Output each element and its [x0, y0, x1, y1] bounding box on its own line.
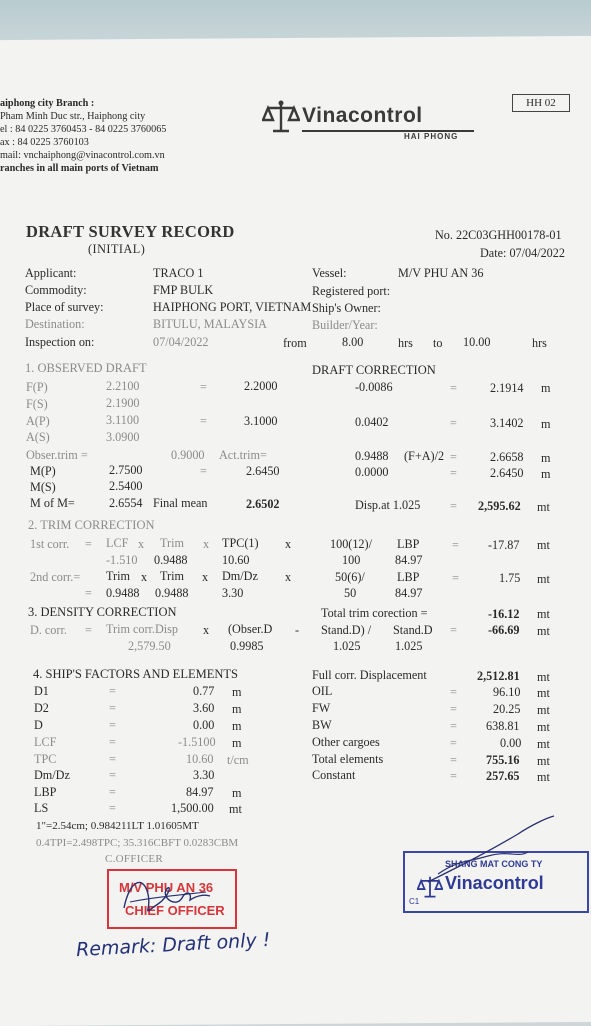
density-h2: (Obser.D [228, 622, 273, 636]
stamp-code: C1 [409, 897, 420, 906]
factor-label: D [34, 718, 43, 732]
branch-line: ax : 84 0225 3760103 [0, 137, 89, 148]
record-date: Date: 07/04/2022 [480, 246, 565, 260]
factor-value: 0.77 [193, 684, 215, 698]
fa2-unit: m [541, 451, 551, 465]
std-result: -66.69 [488, 623, 520, 637]
first-result: -17.87 [488, 538, 520, 552]
factor-label: LBP [34, 785, 57, 799]
first-h2: Trim [160, 536, 184, 550]
officer-signature [110, 868, 220, 928]
branch-line: el : 84 0225 3760453 - 84 0225 3760065 [0, 124, 167, 135]
factor-value: -1.5100 [178, 735, 216, 749]
inspection-label: Inspection on: [25, 335, 95, 349]
factor-eq: = [109, 801, 116, 815]
hrs-label: hrs [532, 336, 547, 350]
mp-eq: = [450, 466, 457, 480]
factor-value: 1,500.00 [171, 801, 214, 815]
branch-line: ranches in all main ports of Vietnam [0, 163, 159, 174]
surveyor-signature [418, 812, 568, 892]
registered-port-label: Registered port: [312, 284, 391, 298]
second-x: x [285, 570, 292, 584]
builder-label: Builder/Year: [312, 318, 378, 332]
conversion-line: 0.4TPI=2.498TPC; 35.316CBFT 0.0283CBM [36, 837, 239, 849]
std-h1: Stand.D) / [321, 623, 372, 637]
factor-eq: = [109, 735, 116, 749]
branch-line: Pham Minh Duc str., Haiphong city [0, 111, 146, 122]
factor-unit: t/cm [227, 753, 249, 767]
element-label: Constant [312, 768, 356, 782]
total-trim-unit: mt [537, 607, 550, 621]
place-value: HAIPHONG PORT, VIETNAM [153, 300, 312, 314]
factor-label: D2 [34, 701, 49, 715]
density-h1: Trim corr.Disp [106, 622, 179, 636]
fa2-value: 2.6658 [490, 450, 524, 464]
factor-eq: = [109, 718, 116, 732]
record-title: DRAFT SURVEY RECORD [26, 222, 235, 241]
factor-unit: mt [229, 802, 242, 816]
density-eq: = [85, 623, 92, 637]
mp-value: 2.7500 [109, 463, 143, 477]
element-label: BW [312, 718, 332, 732]
handwritten-remark: Remark: Draft only ! [75, 928, 271, 962]
commodity-value: FMP BULK [153, 283, 214, 297]
vessel-value: M/V PHU AN 36 [398, 266, 484, 280]
applicant-label: Applicant: [25, 266, 77, 280]
record-number: No. 22C03GHH00178-01 [435, 228, 562, 242]
second-h2: Trim [160, 569, 184, 583]
to-label: to [433, 336, 443, 350]
element-label: Other cargoes [312, 735, 380, 749]
first-h5: LBP [397, 537, 420, 551]
element-eq: = [450, 719, 457, 733]
second-result: 1.75 [499, 571, 521, 585]
factor-value: 84.97 [186, 785, 214, 799]
std-v2: 1.025 [395, 639, 423, 653]
element-eq: = [450, 702, 457, 716]
draft-unit: m [541, 381, 551, 395]
factor-eq: = [109, 752, 116, 766]
second-v5: 84.97 [395, 586, 423, 600]
mofm-value: 2.6554 [109, 496, 143, 510]
mp-label: M(P) [30, 464, 56, 478]
factor-value: 3.30 [193, 768, 215, 782]
element-unit: mt [537, 703, 550, 717]
second-corr-label: 2nd corr.= [30, 570, 81, 584]
std-v1: 1.025 [333, 639, 361, 653]
first-h3: TPC(1) [222, 536, 259, 550]
applicant-value: TRACO 1 [153, 266, 204, 280]
second-v4: 50 [344, 586, 357, 600]
first-eq: = [85, 537, 92, 551]
ms-label: M(S) [30, 480, 56, 494]
element-value: 96.10 [493, 685, 521, 699]
fa2-label: (F+A)/2 [404, 449, 445, 463]
mp-result: 2.6450 [490, 466, 524, 480]
branch-info [0, 97, 166, 175]
first-v3: 10.60 [222, 553, 250, 567]
second-h4: 50(6)/ [335, 570, 365, 584]
element-eq: = [450, 736, 457, 750]
element-eq: = [450, 769, 457, 783]
first-v1: -1.510 [106, 553, 138, 567]
draft-corr: -0.0086 [355, 380, 393, 394]
owner-label: Ship's Owner: [312, 301, 381, 315]
element-unit: mt [537, 720, 550, 734]
second-eq2: = [452, 571, 459, 585]
element-label: OIL [312, 684, 333, 698]
stamp-company: SHANG MAT CONG TY [445, 859, 543, 869]
draft-eq: = [450, 381, 457, 395]
logo-sub: HAI PHONG [404, 132, 459, 141]
draft-eq: = [200, 380, 207, 394]
second-v3: 3.30 [222, 586, 244, 600]
factor-unit: m [232, 736, 242, 750]
first-eq2: = [452, 538, 459, 552]
draft-label: F(S) [26, 397, 48, 411]
draft-obs: 3.1100 [106, 413, 140, 427]
ms-value: 2.5400 [109, 479, 143, 493]
element-unit: mt [537, 754, 550, 768]
draft-corr: 0.0402 [355, 415, 389, 429]
first-v2: 0.9488 [154, 553, 188, 567]
factor-eq: = [109, 785, 116, 799]
factor-label: D1 [34, 684, 49, 698]
factors-heading: 4. SHIP'S FACTORS AND ELEMENTS [33, 667, 238, 681]
fa2-eq: = [450, 450, 457, 464]
density-dash: - [295, 623, 300, 637]
second-eq: = [85, 586, 92, 600]
factor-value: 0.00 [193, 718, 215, 732]
density-heading: 3. DENSITY CORRECTION [28, 605, 177, 619]
draft-obs: 2.1900 [106, 396, 140, 410]
factor-unit: m [232, 719, 242, 733]
disp-eq: = [450, 499, 457, 513]
first-v4: 100 [342, 553, 361, 567]
first-x: x [138, 537, 145, 551]
first-h1: LCF [106, 536, 129, 550]
factor-eq: = [109, 684, 116, 698]
stamp-logo: Vinacontrol [445, 873, 544, 893]
element-label: Total elements [312, 752, 384, 766]
mofm-label: M of M= [30, 496, 75, 510]
factor-unit: m [232, 786, 242, 800]
density-v2: 0.9985 [230, 639, 264, 653]
first-h4: 100(12)/ [330, 537, 372, 551]
factor-label: TPC [34, 752, 57, 766]
to-time: 10.00 [463, 335, 491, 349]
second-v1: 0.9488 [106, 586, 140, 600]
factor-label: LS [34, 801, 49, 815]
second-h3: Dm/Dz [222, 569, 258, 583]
element-eq: = [450, 753, 457, 767]
branch-line: aiphong city Branch : [0, 98, 95, 109]
element-unit: mt [537, 686, 550, 700]
first-x: x [285, 537, 292, 551]
mp-corr: 0.0000 [355, 465, 389, 479]
draft-correction-heading: DRAFT CORRECTION [312, 363, 436, 377]
disp-value: 2,595.62 [478, 499, 521, 513]
obser-trim: 0.9000 [171, 448, 205, 462]
stamp-title: CHIEF OFFICER [125, 903, 225, 918]
place-label: Place of survey: [25, 300, 104, 314]
draft-mean: 3.1000 [244, 414, 278, 428]
second-v2: 0.9488 [155, 586, 189, 600]
hrs-label: hrs [398, 336, 413, 350]
trim-heading: 2. TRIM CORRECTION [28, 518, 155, 532]
total-trim-value: -16.12 [488, 607, 520, 621]
first-x: x [203, 537, 210, 551]
factor-label: LCF [34, 735, 57, 749]
record-subtitle: (INITIAL) [88, 242, 146, 256]
mp-mean: 2.6450 [246, 464, 280, 478]
element-value: 0.00 [500, 736, 522, 750]
disp-label: Disp.at 1.025 [355, 498, 421, 512]
first-v5: 84.97 [395, 553, 423, 567]
branch-line: mail: vnchaiphong@vinacontrol.com.vn [0, 150, 165, 161]
std-h2: Stand.D [393, 623, 433, 637]
element-unit: mt [537, 770, 550, 784]
officer-label: C.OFFICER [105, 853, 164, 865]
draft-mean: 2.2000 [244, 379, 278, 393]
act-trim: 0.9488 [355, 449, 389, 463]
from-time: 8.00 [342, 335, 364, 349]
draft-label: A(P) [26, 414, 50, 428]
disp-unit: mt [537, 500, 550, 514]
draft-eq: = [200, 414, 207, 428]
density-v1: 2,579.50 [128, 639, 171, 653]
element-value: 638.81 [486, 719, 520, 733]
draft-result: 2.1914 [490, 381, 524, 395]
std-unit: mt [537, 624, 550, 638]
element-value: 20.25 [493, 702, 521, 716]
element-value: 257.65 [486, 769, 520, 783]
mp-unit: m [541, 467, 551, 481]
draft-label: F(P) [26, 380, 48, 394]
inspection-date: 07/04/2022 [153, 335, 209, 349]
destination-label: Destination: [25, 317, 85, 331]
second-h1: Trim [106, 569, 130, 583]
factor-eq: = [109, 701, 116, 715]
scales-icon [262, 100, 300, 134]
draft-eq: = [450, 416, 457, 430]
destination-value: BITULU, MALAYSIA [153, 317, 267, 331]
factor-unit: m [232, 685, 242, 699]
element-label: Full corr. Displacement [312, 668, 427, 682]
factor-eq: = [109, 768, 116, 782]
from-label: from [283, 336, 307, 350]
final-mean-label: Final mean [153, 496, 208, 510]
act-trim-label: Act.trim= [219, 448, 267, 462]
obser-trim-label: Obser.trim = [26, 448, 88, 462]
second-h5: LBP [397, 570, 420, 584]
conversion-line: 1"=2.54cm; 0.984211LT 1.01605MT [36, 820, 199, 832]
element-value: 755.16 [486, 753, 520, 767]
draft-label: A(S) [26, 430, 50, 444]
draft-result: 3.1402 [490, 416, 524, 430]
element-unit: mt [537, 737, 550, 751]
density-x: x [203, 623, 210, 637]
draft-obs: 3.0900 [106, 430, 140, 444]
commodity-label: Commodity: [25, 283, 87, 297]
density-label: D. corr. [30, 623, 67, 637]
element-unit: mt [537, 670, 550, 684]
vinacontrol-logo [262, 100, 300, 139]
element-label: FW [312, 701, 331, 715]
element-value: 2,512.81 [477, 669, 520, 683]
draft-obs: 2.2100 [106, 379, 140, 393]
std-eq: = [450, 623, 457, 637]
first-corr-label: 1st corr. [30, 537, 70, 551]
factor-unit: m [232, 702, 242, 716]
second-x: x [202, 570, 209, 584]
observed-heading: 1. OBSERVED DRAFT [25, 361, 147, 375]
draft-unit: m [541, 417, 551, 431]
total-trim-label: Total trim corection = [321, 606, 428, 620]
stamp-vessel: M/V PHU AN 36 [119, 880, 214, 895]
first-unit: mt [537, 538, 550, 552]
factor-value: 10.60 [186, 752, 214, 766]
second-unit: mt [537, 572, 550, 586]
vessel-label: Vessel: [312, 266, 347, 280]
mp-eq: = [200, 464, 207, 478]
form-code: HH 02 [512, 94, 570, 112]
final-mean-value: 2.6502 [246, 497, 280, 511]
logo-name: Vinacontrol [302, 104, 423, 127]
second-x: x [141, 570, 148, 584]
factor-value: 3.60 [193, 701, 215, 715]
factor-label: Dm/Dz [34, 768, 70, 782]
element-eq: = [450, 685, 457, 699]
